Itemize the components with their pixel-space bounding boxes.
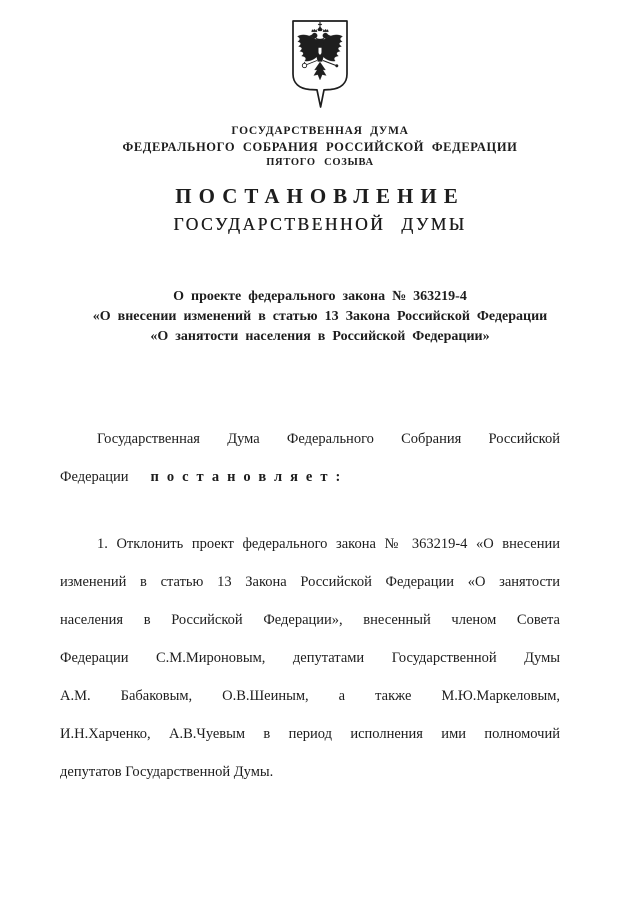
preamble-paragraph xyxy=(60,420,560,496)
resolution-item-1 xyxy=(60,525,560,791)
org-name: ГОСУДАРСТВЕННАЯ ДУМА xyxy=(231,125,409,137)
body-line: А.М. Бабаковым, О.В.Шеиным, а также М.Ю.Маркеловым, xyxy=(60,688,560,704)
document-type-subtitle: ГОСУДАРСТВЕННОЙ ДУМЫ xyxy=(173,214,467,234)
russian-coat-of-arms-icon xyxy=(288,18,352,110)
subject-line: «О занятости населения в Российской Федерации» xyxy=(150,329,490,344)
body-line: депутатов Государственной Думы. xyxy=(60,764,274,780)
subject-line: «О внесении изменений в статью 13 Закона Российской Федерации xyxy=(92,309,548,324)
body-line: И.Н.Харченко, А.В.Чуевым в период исполнения ими полномочий xyxy=(60,726,560,742)
body-line: изменений в статью 13 Закона Российской Федерации «О занятости xyxy=(60,574,560,590)
body-line: Государственная Дума Федерального Собрания Российской xyxy=(97,431,560,447)
document-type-title: ПОСТАНОВЛЕНИЕ xyxy=(175,184,465,208)
resolves-keyword: постановляет: xyxy=(150,469,349,485)
document-body xyxy=(60,420,560,791)
document-subject xyxy=(40,287,600,347)
org-parent-name: ФЕДЕРАЛЬНОГО СОБРАНИЯ РОССИЙСКОЙ ФЕДЕРАЦИИ xyxy=(122,140,518,154)
body-line: 1. Отклонить проект федерального закона № 363219-4 «О внесении xyxy=(97,536,560,552)
body-line: населения в Российской Федерации», внесенный членом Совета xyxy=(60,612,560,628)
subject-line: О проекте федерального закона № 363219-4 xyxy=(173,289,467,304)
body-line: Федерации С.М.Мироновым, депутатами Государственной Думы xyxy=(60,650,560,666)
issuing-organization xyxy=(0,123,640,171)
preamble-prefix: Федерации xyxy=(60,469,129,485)
body-line xyxy=(60,458,560,496)
org-convocation: ПЯТОГО СОЗЫВА xyxy=(266,157,374,168)
